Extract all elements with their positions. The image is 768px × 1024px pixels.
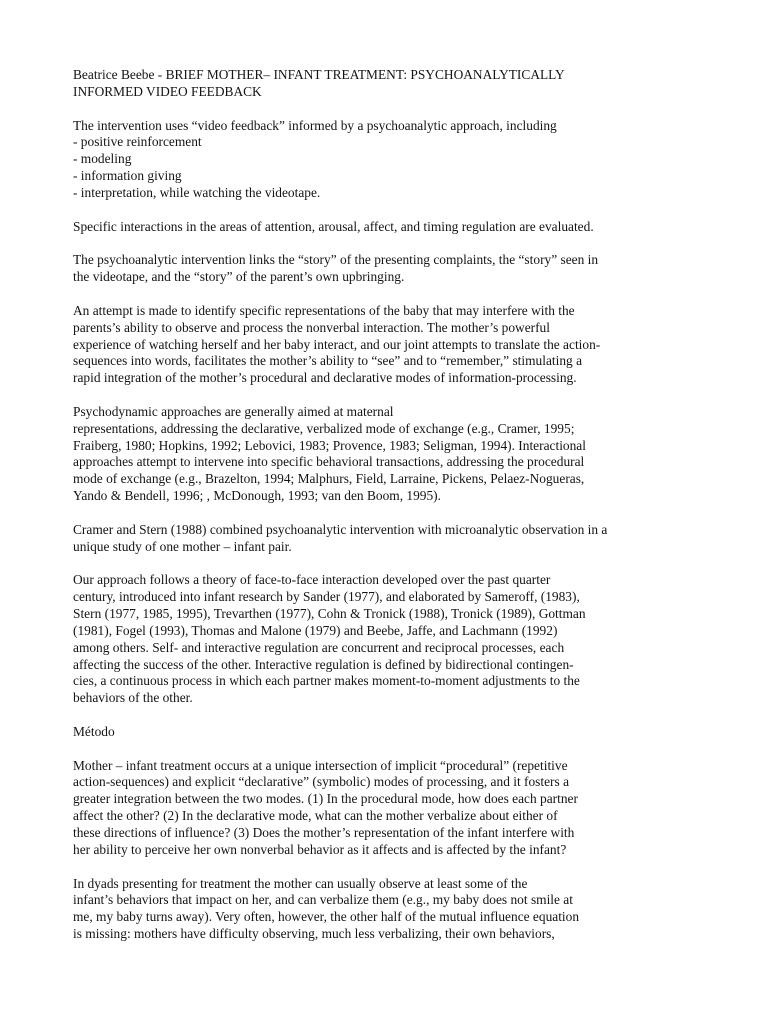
paragraph-psychodynamic-approaches xyxy=(73,404,703,505)
text-line: The psychoanalytic intervention links the “story” of the presenting complaints, the “story” seen in xyxy=(73,252,599,268)
text-line: among others. Self- and interactive regulation are concurrent and reciprocal processes, each xyxy=(73,639,565,655)
text-line: Mother – infant treatment occurs at a unique intersection of implicit “procedural” (repetitive xyxy=(73,757,568,773)
text-line: infant’s behaviors that impact on her, and can verbalize them (e.g., my baby does not smile at xyxy=(73,892,573,908)
text-line: mode of exchange (e.g., Brazelton, 1994; Malphurs, Field, Larraine, Pickens, Pelaez-Nogueras, xyxy=(73,471,585,487)
paragraph-representations xyxy=(73,303,703,387)
paragraph-our-approach xyxy=(73,572,703,707)
text-line: Yando & Bendell, 1996; , McDonough, 1993; van den Boom, 1995). xyxy=(73,488,441,504)
text-line: Our approach follows a theory of face-to-face interaction developed over the past quarter xyxy=(73,572,551,588)
text-line: experience of watching herself and her baby interact, and our joint attempts to translate the action- xyxy=(73,336,601,352)
list-item: - information giving xyxy=(73,168,182,184)
paragraph-specific-interactions xyxy=(73,219,703,236)
text-line: (1981), Fogel (1993), Thomas and Malone (1979) and Beebe, Jaffe, and Lachmann (1992) xyxy=(73,622,558,638)
paragraph-psychoanalytic-intervention xyxy=(73,252,703,286)
text-line: the videotape, and the “story” of the parent’s own upbringing. xyxy=(73,269,405,285)
section-heading-metodo xyxy=(73,724,703,741)
text-line: greater integration between the two modes. (1) In the procedural mode, how does each partner xyxy=(73,791,578,807)
list-item: - positive reinforcement xyxy=(73,134,202,150)
title-line: Beatrice Beebe - BRIEF MOTHER– INFANT TREATMENT: PSYCHOANALYTICALLY xyxy=(73,67,565,82)
text-line: representations, addressing the declarative, verbalized mode of exchange (e.g., Cramer, 1995; xyxy=(73,420,575,436)
text-line: approaches attempt to intervene into specific behavioral transactions, addressing the procedural xyxy=(73,454,585,470)
text-line: parents’s ability to observe and process the nonverbal interaction. The mother’s powerful xyxy=(73,319,550,335)
document-page xyxy=(73,67,703,960)
paragraph-mother-infant-treatment xyxy=(73,758,703,859)
paragraph-dyads xyxy=(73,876,703,943)
text-line: The intervention uses “video feedback” informed by a psychoanalytic approach, including xyxy=(73,117,557,133)
text-line: action-sequences) and explicit “declarative” (symbolic) modes of processing, and it fosters a xyxy=(73,774,570,790)
text-line: sequences into words, facilitates the mother’s ability to “see” and to “remember,” stimulating a xyxy=(73,353,583,369)
text-line: behaviors of the other. xyxy=(73,690,193,706)
text-line: Psychodynamic approaches are generally aimed at maternal xyxy=(73,403,394,419)
title-line: INFORMED VIDEO FEEDBACK xyxy=(73,83,262,99)
text-line: Stern (1977, 1985, 1995), Trevarthen (1977), Cohn & Tronick (1988), Tronick (1989), Gottman xyxy=(73,606,586,621)
text-line: Fraiberg, 1980; Hopkins, 1992; Lebovici, 1983; Provence, 1983; Seligman, 1994). Interactional xyxy=(73,437,586,453)
text-line: An attempt is made to identify specific representations of the baby that may interfere with the xyxy=(73,302,575,318)
text-line: is missing: mothers have difficulty observing, much less verbalizing, their own behaviors, xyxy=(73,926,555,942)
text-line: rapid integration of the mother’s procedural and declarative modes of information-processing. xyxy=(73,370,577,386)
text-line: cies, a continuous process in which each partner makes moment-to-moment adjustments to the xyxy=(73,673,580,689)
text-line: me, my baby turns away). Very often, however, the other half of the mutual influence equation xyxy=(73,909,580,925)
text-line: affect the other? (2) In the declarative mode, what can the mother verbalize about either of xyxy=(73,808,558,824)
section-heading: Método xyxy=(73,723,115,739)
text-line: these directions of influence? (3) Does the mother’s representation of the infant interfere with xyxy=(73,824,575,840)
list-item: - interpretation, while watching the videotape. xyxy=(73,184,321,200)
text-line: her ability to perceive her own nonverbal behavior as it affects and is affected by the infant? xyxy=(73,841,567,857)
paragraph-cramer-stern xyxy=(73,522,703,556)
text-line: In dyads presenting for treatment the mother can usually observe at least some of the xyxy=(73,875,528,891)
text-line: Cramer and Stern (1988) combined psychoanalytic intervention with microanalytic observation in a xyxy=(73,521,608,537)
text-line: century, introduced into infant research by Sander (1977), and elaborated by Sameroff, (1983), xyxy=(73,589,580,605)
text-line: affecting the success of the other. Interactive regulation is defined by bidirectional contingen- xyxy=(73,656,574,672)
list-item: - modeling xyxy=(73,151,132,167)
text-line: Specific interactions in the areas of attention, arousal, affect, and timing regulation are evaluated. xyxy=(73,218,594,234)
document-title xyxy=(73,67,703,101)
text-line: unique study of one mother – infant pair. xyxy=(73,538,292,554)
paragraph-intervention-intro xyxy=(73,118,703,202)
